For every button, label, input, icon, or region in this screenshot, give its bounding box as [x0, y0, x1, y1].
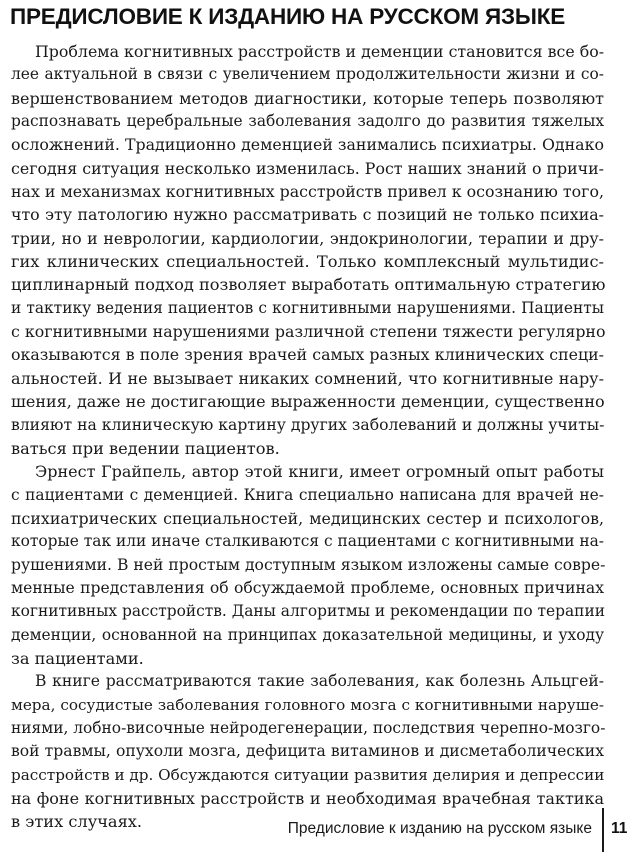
- text-line: распознавать церебральные заболевания задолго до развития тяжелых: [11, 112, 604, 131]
- text-line: с пациентами с деменцией. Книга специально написана для врачей не-: [11, 485, 604, 504]
- text-line: когнитивных расстройств. Даны алгоритмы и рекомендации по терапии: [11, 602, 605, 621]
- text-line: что эту патологию нужно рассматривать с позиций не только психиа-: [11, 205, 604, 225]
- text-line: Проблема когнитивных расстройств и деменции становится все бо-: [35, 42, 605, 61]
- text-line: оказываются в поле зрения врачей самых разных клинических специ-: [11, 345, 604, 365]
- text-line: которые так или иначе сталкиваются с пациентами с когнитивными на-: [11, 532, 604, 551]
- text-line: с когнитивными нарушениями различной степени тяжести регулярно: [11, 322, 606, 342]
- text-line: лее актуальной в связи с увеличением продолжительности жизни и со-: [11, 65, 604, 84]
- text-line: сегодня ситуация несколько изменилась. Рост наших знаний о причи-: [11, 158, 604, 178]
- text-line: психиатрических специальностей, медицинских сестер и психологов,: [11, 508, 604, 528]
- text-line: трии, но и неврологии, кардиологии, эндокринологии, терапии и дру-: [11, 228, 604, 248]
- text-line: рушениями. В ней простым доступным языком изложены самые совре-: [11, 555, 606, 574]
- text-line: вершенствованием методов диагностики, которые теперь позволяют: [11, 88, 604, 108]
- running-footer-title: Предисловие к изданию на русском языке: [287, 820, 592, 837]
- text-line: деменции, основанной на принципах доказательной медицины, и уходу: [11, 625, 604, 644]
- text-line: шения, даже не достигающие выраженности деменции, существенно: [11, 392, 605, 412]
- text-line: на фоне когнитивных расстройств и необходимая врачебная тактика: [11, 789, 604, 808]
- text-line: Эрнест Грайпель, автор этой книги, имеет огромный опыт работы: [35, 462, 604, 482]
- text-line: мера, сосудистые заболевания головного мозга с когнитивными наруше-: [11, 695, 604, 714]
- text-line: и тактику ведения пациентов с когнитивными нарушениями. Пациенты: [11, 298, 604, 317]
- page-title: ПРЕДИСЛОВИЕ К ИЗДАНИЮ НА РУССКОМ ЯЗЫКЕ: [10, 4, 566, 29]
- text-line: альностей. И не вызывает никаких сомнений, что когнитивные нару-: [11, 368, 604, 388]
- footer-divider: [602, 808, 604, 852]
- paragraph: [11, 460, 604, 670]
- text-line: в этих случаях.: [11, 812, 143, 832]
- text-line: гих клинических специальностей. Только комплексный мультидис-: [11, 252, 604, 272]
- text-line: нах и механизмах когнитивных расстройств привел к осознанию того,: [11, 182, 604, 202]
- text-line: ваться при ведении пациентов.: [11, 438, 280, 458]
- text-line: вой травмы, опухоли мозга, дефицита витаминов и дисметаболических: [11, 742, 604, 761]
- text-line: осложнений. Традиционно деменцией занимались психиатры. Однако: [11, 135, 604, 155]
- paragraph: [11, 40, 604, 460]
- text-line: расстройств и др. Обсуждаются ситуации развития делирия и депрессии: [11, 765, 605, 784]
- paragraph: [11, 670, 604, 833]
- page-number: 11: [611, 820, 628, 837]
- body-text: [11, 40, 604, 834]
- text-line: менные представления об обсуждаемой проблеме, основных причинах: [11, 578, 604, 597]
- text-line: циплинарный подход позволяет выработать оптимальную стратегию: [11, 275, 606, 295]
- text-line: ниями, лобно-височные нейродегенерации, последствия черепно-мозго-: [11, 718, 606, 737]
- text-line: влияют на клиническую картину других заболеваний и должны учиты-: [11, 415, 605, 434]
- text-line: В книге рассматриваются такие заболевания, как болезнь Альцгей-: [35, 672, 604, 691]
- text-line: за пациентами.: [11, 648, 144, 668]
